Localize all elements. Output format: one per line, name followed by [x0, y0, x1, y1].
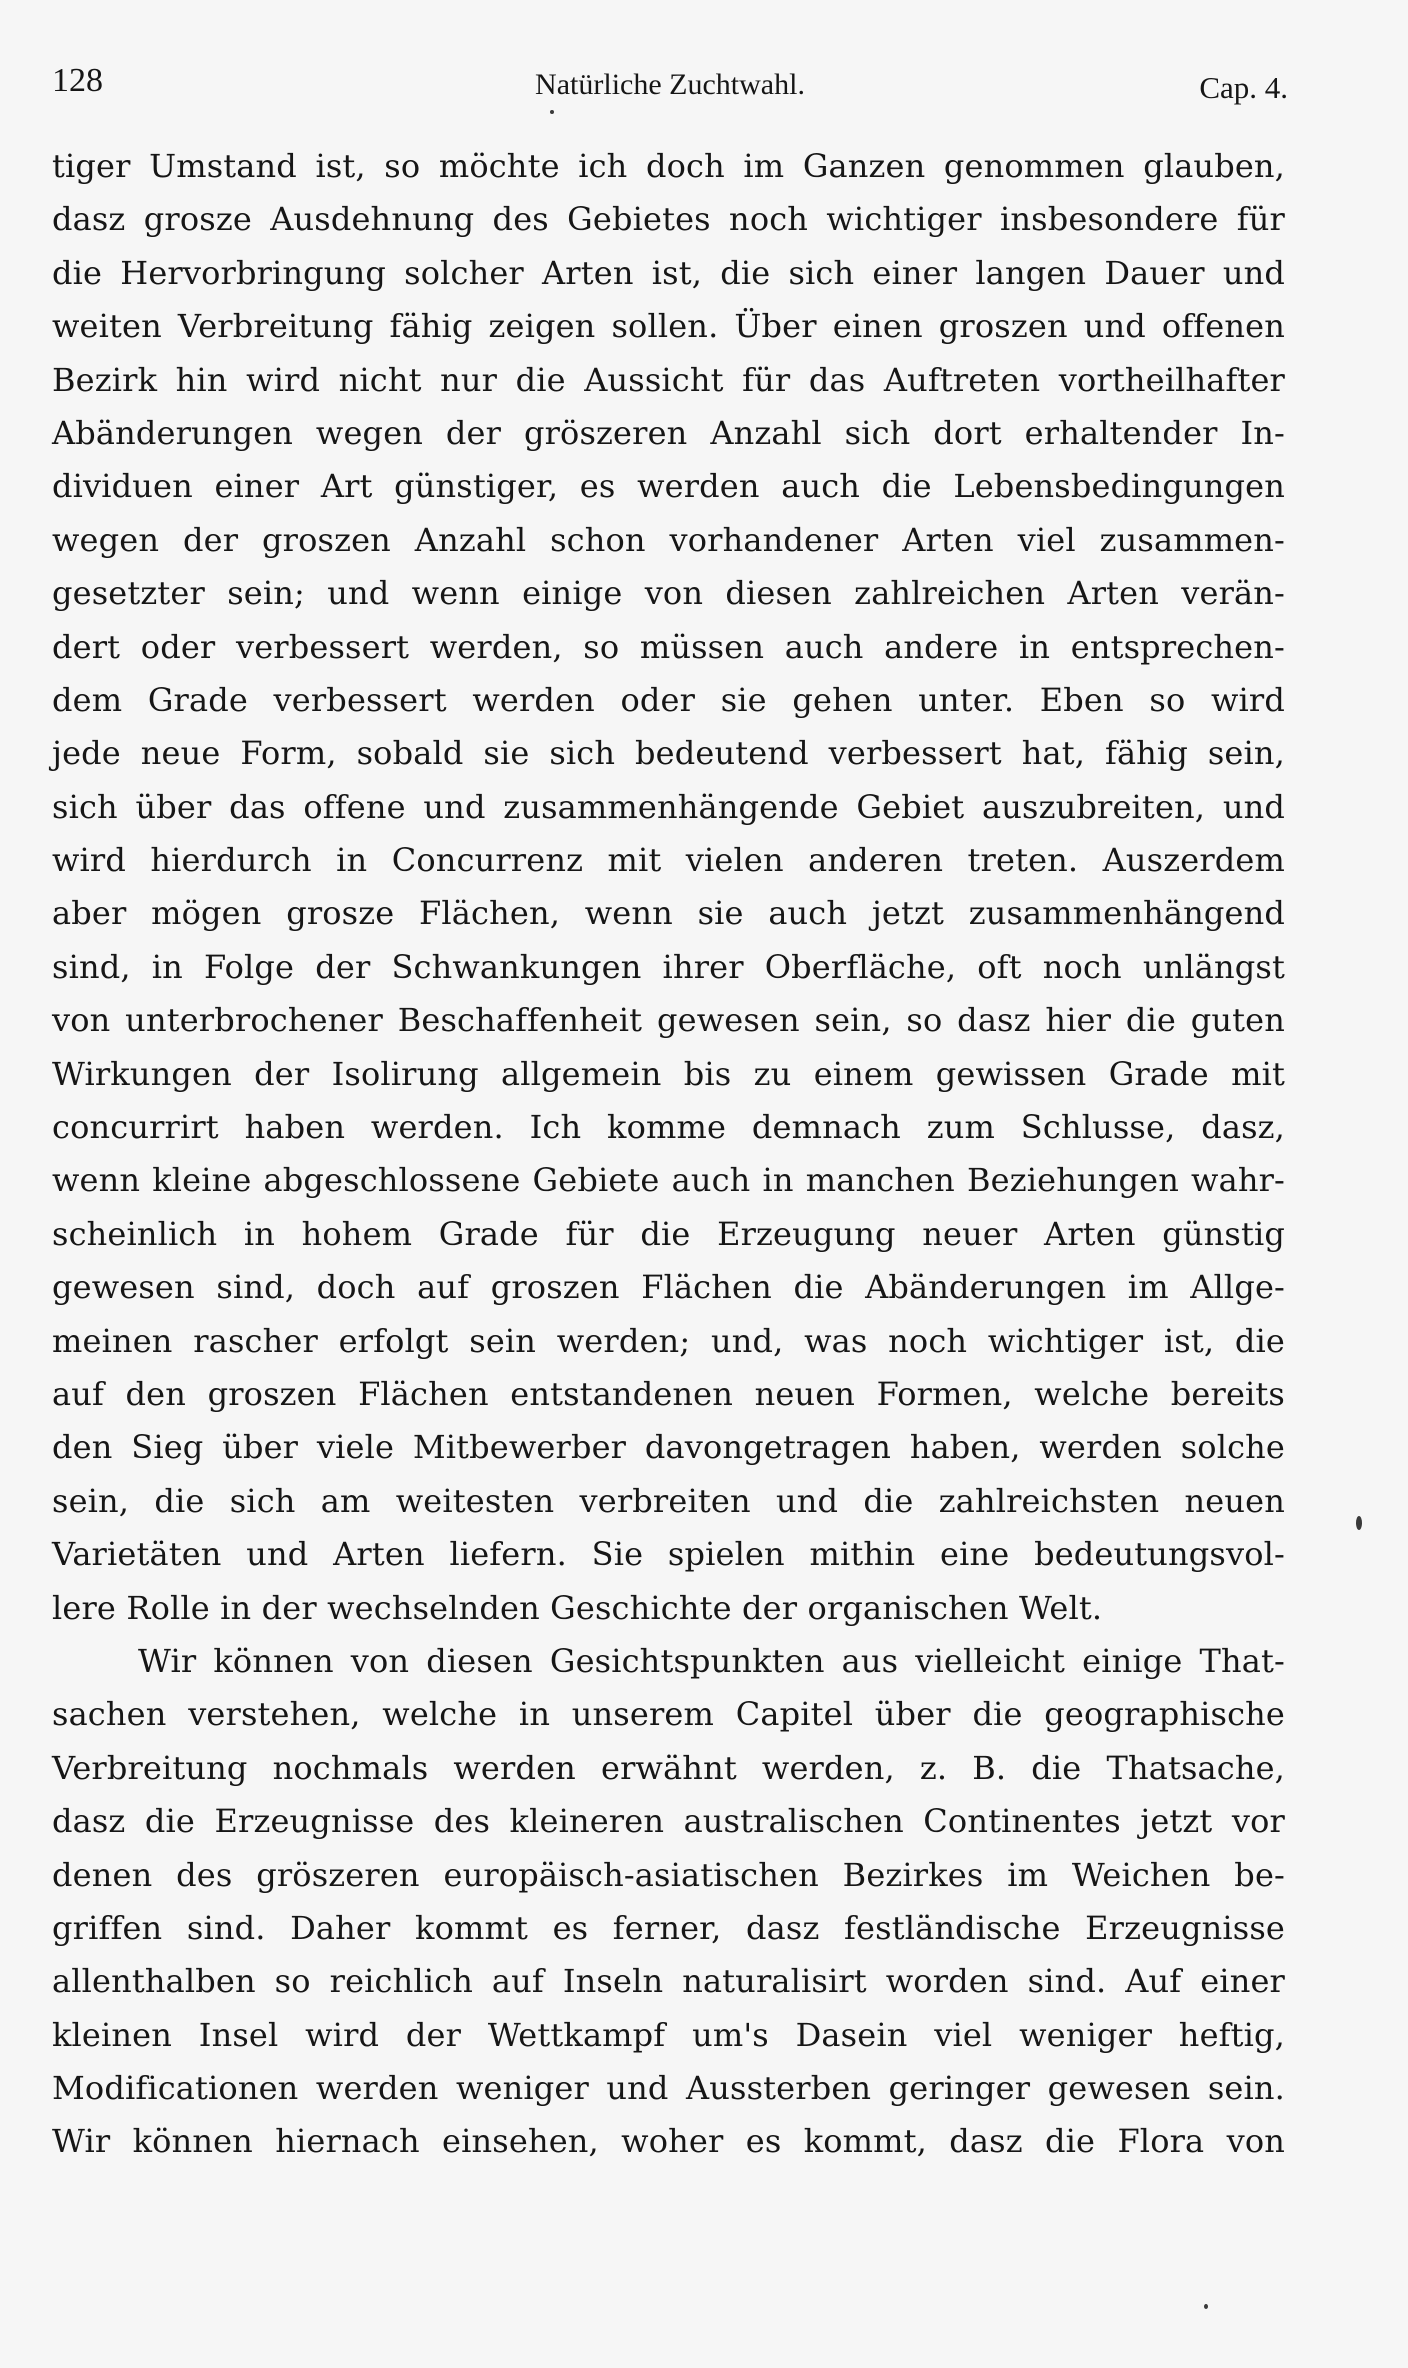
text-line: sachen verstehen, welche in unserem Capitel über die geographische — [52, 1695, 1285, 1734]
text-line: weiten Verbreitung fähig zeigen sollen. Über einen groszen und offenen — [52, 307, 1285, 346]
text-line: aber mögen grosze Flächen, wenn sie auch jetzt zusammenhängend — [52, 894, 1285, 933]
text-line: sind, in Folge der Schwankungen ihrer Oberfläche, oft noch unlängst — [52, 947, 1285, 986]
text-line: griffen sind. Daher kommt es ferner, dasz festländische Erzeugnisse — [52, 1908, 1285, 1947]
text-line: wird hierdurch in Concurrenz mit vielen anderen treten. Auszerdem — [52, 841, 1285, 880]
chapter-label: Cap. 4. — [1199, 70, 1288, 105]
text-line: gesetzter sein; und wenn einige von diesen zahlreichen Arten verän- — [52, 574, 1285, 613]
text-line: sein, die sich am weitesten verbreiten und die zahlreichsten neuen — [52, 1481, 1285, 1520]
text-line: allenthalben so reichlich auf Inseln naturalisirt worden sind. Auf einer — [52, 1962, 1285, 2001]
page-number: 128 — [52, 62, 103, 99]
text-line: von unterbrochener Beschaffenheit gewesen sein, so dasz hier die guten — [52, 1001, 1285, 1040]
text-line: Wir können hiernach einsehen, woher es kommt, dasz die Flora von — [52, 2122, 1285, 2161]
text-line: Wirkungen der Isolirung allgemein bis zu einem gewissen Grade mit — [52, 1054, 1285, 1093]
text-line: Abänderungen wegen der gröszeren Anzahl sich dort erhaltender In- — [52, 413, 1285, 452]
text-line: concurrirt haben werden. Ich komme demnach zum Schlusse, dasz, — [52, 1108, 1285, 1147]
text-line: auf den groszen Flächen entstandenen neuen Formen, welche bereits — [52, 1374, 1285, 1413]
text-line: kleinen Insel wird der Wettkampf um's Dasein viel weniger heftig, — [52, 2015, 1285, 2054]
text-line: Modificationen werden weniger und Aussterben geringer gewesen sein. — [52, 2069, 1285, 2108]
text-line: meinen rascher erfolgt sein werden; und, was noch wichtiger ist, die — [52, 1321, 1285, 1360]
text-line: Varietäten und Arten liefern. Sie spielen mithin eine bedeutungsvol- — [52, 1535, 1285, 1574]
text-line: sich über das offene und zusammenhängende Gebiet auszubreiten, und — [52, 787, 1285, 826]
text-line: dem Grade verbessert werden oder sie gehen unter. Eben so wird — [52, 680, 1285, 719]
text-line: den Sieg über viele Mitbewerber davongetragen haben, werden solche — [52, 1428, 1285, 1467]
page-header — [52, 62, 1288, 112]
ink-speck — [1356, 1516, 1362, 1530]
paragraph-start-line: Wir können von diesen Gesichtspunkten aus vielleicht einige That- — [138, 1641, 1285, 1680]
text-line: die Hervorbringung solcher Arten ist, die sich einer langen Dauer und — [52, 253, 1285, 292]
text-line: denen des gröszeren europäisch-asiatischen Bezirkes im Weichen be- — [52, 1855, 1285, 1894]
body-text — [52, 140, 1285, 2169]
text-line: wegen der groszen Anzahl schon vorhandener Arten viel zusammen- — [52, 520, 1285, 559]
ink-speck — [1204, 2304, 1208, 2309]
running-title: Natürliche Zuchtwahl. — [535, 68, 805, 101]
paragraph-end-line: lere Rolle in der wechselnden Geschichte der organischen Welt. — [52, 1588, 1103, 1627]
text-line: wenn kleine abgeschlossene Gebiete auch in manchen Beziehungen wahr- — [52, 1161, 1285, 1200]
ink-speck — [550, 110, 554, 114]
text-line: jede neue Form, sobald sie sich bedeutend verbessert hat, fähig sein, — [52, 734, 1285, 773]
text-line: scheinlich in hohem Grade für die Erzeugung neuer Arten günstig — [52, 1214, 1285, 1253]
text-line: dasz die Erzeugnisse des kleineren australischen Continentes jetzt vor — [52, 1802, 1285, 1841]
text-line: tiger Umstand ist, so möchte ich doch im Ganzen genommen glauben, — [52, 147, 1285, 185]
text-line: gewesen sind, doch auf groszen Flächen die Abänderungen im Allge- — [52, 1268, 1285, 1307]
text-line: Bezirk hin wird nicht nur die Aussicht für das Auftreten vortheilhafter — [52, 360, 1285, 399]
text-line: dasz grosze Ausdehnung des Gebietes noch wichtiger insbesondere für — [52, 200, 1285, 239]
text-line: dividuen einer Art günstiger, es werden auch die Lebensbedingungen — [52, 467, 1285, 506]
text-line: dert oder verbessert werden, so müssen auch andere in entsprechen- — [52, 627, 1285, 666]
text-line: Verbreitung nochmals werden erwähnt werden, z. B. die Thatsache, — [52, 1748, 1285, 1787]
